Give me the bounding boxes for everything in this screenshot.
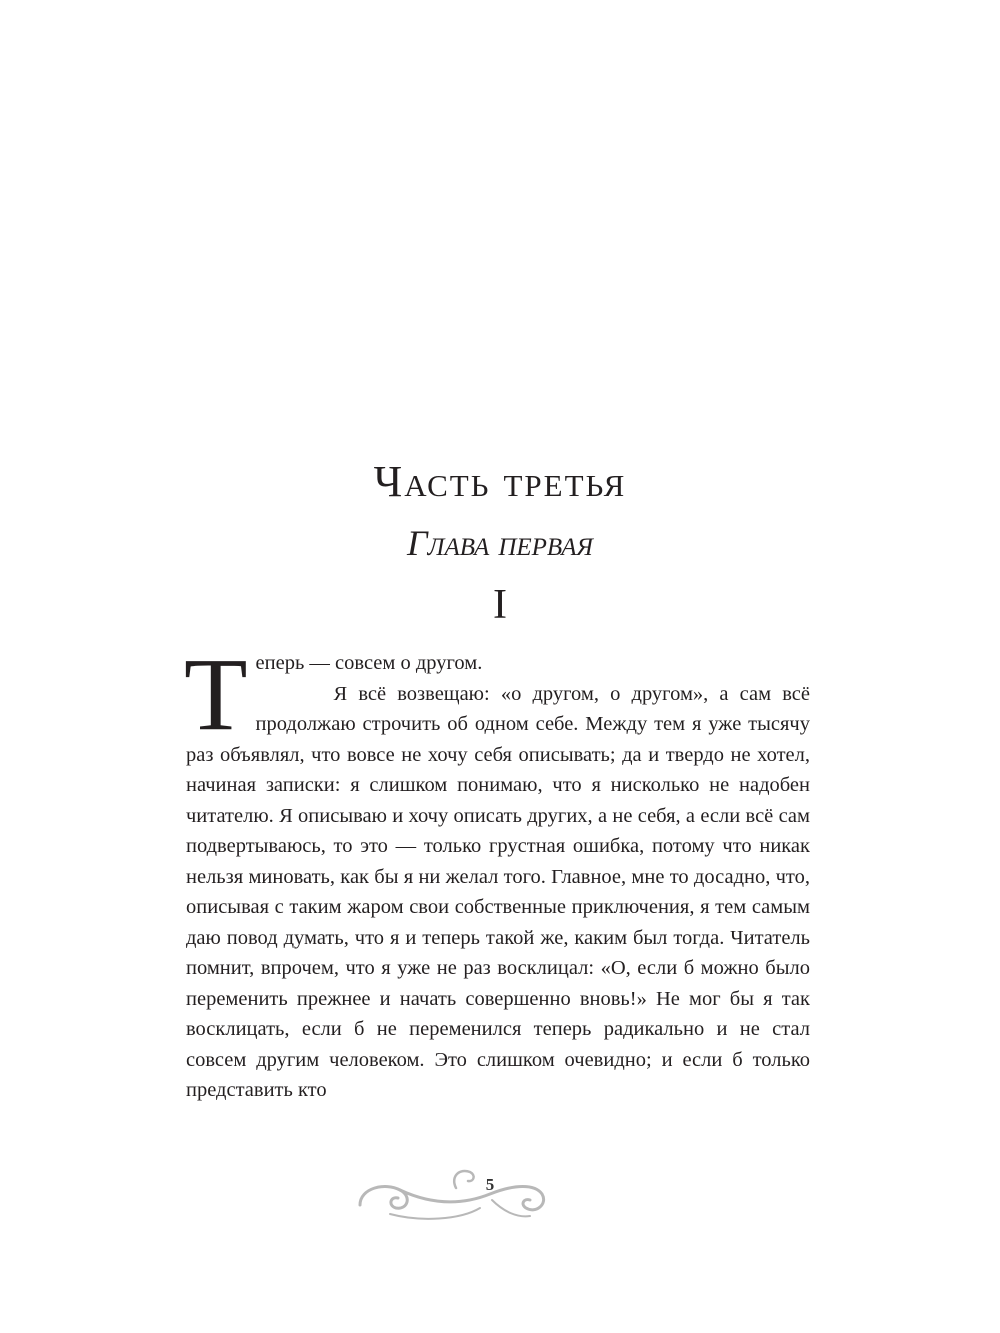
first-paragraph-text: еперь — совсем о другом. [255, 652, 483, 674]
body-text [184, 637, 810, 1106]
page-number: 5 [485, 1175, 495, 1194]
flourish-ornament-icon [350, 1160, 550, 1230]
chapter-title: Глава первая [407, 523, 593, 563]
section-number: I [493, 582, 507, 628]
first-paragraph [184, 637, 810, 752]
drop-cap: Т [184, 637, 248, 752]
part-title: Часть третья [373, 457, 627, 506]
second-paragraph: Я всё возвещаю: «о другом, о другом», а сам всё продолжаю строчить об одном себе. Между тем я уже тысячу раз объявлял, что вовсе не хочу себя описывать; да и твердо не хотел, начиная записки: я слишком понимаю, что я нисколько не надобен читателю. Я описываю и хочу описать других, а не себя, а если всё сам подвертываюсь, то это — только грустная ошибка, потому что никак нельзя миновать, как бы я ни желал того. Главное, мне то досадно, что, описывая с таким жаром свои собственные приключения, я тем самым даю повод думать, что я и теперь такой же, каким был тогда. Читатель помнит, впрочем, что я уже не раз восклицал: «О, если б можно было переменить прежнее и начать совершенно вновь!» Не мог бы я так восклицать, если б не переменился теперь радикально и не стал совсем другим человеком. Это слишком очевидно; и если б только представить кто [186, 682, 810, 1101]
